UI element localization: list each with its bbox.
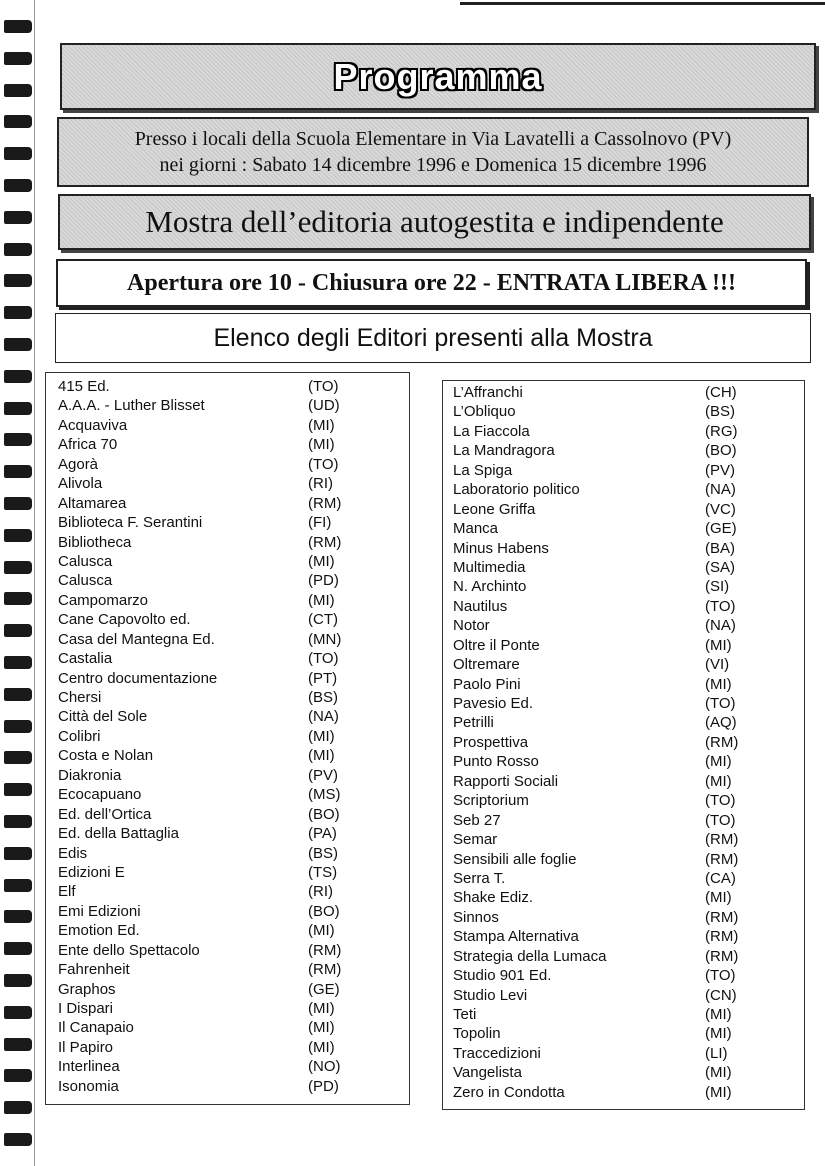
title-banner	[60, 43, 816, 110]
publisher-name: Leone Griffa	[453, 500, 536, 518]
publisher-name: Ed. della Battaglia	[58, 825, 179, 843]
publisher-province: (PV)	[705, 461, 735, 479]
publisher-province: (BS)	[308, 689, 338, 706]
binding-ring	[4, 1069, 32, 1082]
binding-ring	[4, 720, 32, 733]
publisher-name: A.A.A. - Luther Blisset	[58, 397, 205, 415]
publisher-name: La Mandragora	[453, 442, 555, 460]
publisher-province: (CH)	[705, 384, 737, 401]
publisher-name: Calusca	[58, 552, 113, 570]
publisher-row	[443, 461, 804, 480]
publisher-row	[443, 733, 804, 752]
publisher-row	[443, 811, 804, 830]
publisher-row	[443, 500, 804, 519]
binding-ring	[4, 942, 32, 955]
publisher-province: (MI)	[705, 636, 732, 654]
publisher-row	[46, 533, 409, 552]
list-title-box	[55, 313, 811, 363]
publisher-name: Zero in Condotta	[453, 1083, 565, 1101]
publisher-row	[443, 597, 804, 616]
opening-hours: Apertura ore 10 - Chiusura ore 22 - ENTRATA LIBERA !!!	[127, 269, 736, 296]
publisher-name: Fahrenheit	[58, 961, 130, 979]
publisher-name: Edizioni E	[58, 863, 125, 881]
publisher-name: Biblioteca F. Serantini	[58, 514, 203, 532]
publisher-name: Il Papiro	[58, 1038, 114, 1056]
publisher-province: (NA)	[705, 617, 736, 635]
binding-ring	[4, 561, 32, 574]
publisher-row	[443, 655, 804, 674]
exhibition-title: Mostra dell’editoria autogestita e indipendente	[145, 204, 724, 239]
publisher-row	[46, 921, 409, 940]
publisher-name: Interlinea	[58, 1058, 120, 1076]
publisher-row	[443, 675, 804, 694]
publisher-row	[46, 494, 409, 513]
publisher-row	[46, 1038, 409, 1057]
publisher-name: Città del Sole	[58, 708, 148, 726]
publisher-name: I Dispari	[58, 1000, 114, 1017]
top-edge-line	[460, 2, 825, 5]
publisher-province: (FI)	[308, 514, 332, 532]
publisher-name: Bibliotheca	[58, 533, 132, 551]
spiral-binding	[0, 0, 35, 1166]
binding-ring	[4, 115, 32, 128]
publisher-row	[443, 636, 804, 655]
binding-ring	[4, 147, 32, 160]
publisher-row	[443, 1083, 804, 1102]
publisher-name: Ente dello Spettacolo	[58, 941, 200, 959]
publisher-name: La Fiaccola	[453, 422, 530, 440]
publisher-row	[443, 966, 804, 985]
publisher-province: (RI)	[308, 883, 333, 901]
publisher-province: (NA)	[705, 481, 736, 499]
publisher-name: Emi Edizioni	[58, 902, 141, 920]
publisher-name: Isonomia	[58, 1077, 119, 1095]
publisher-name: L’Obliquo	[453, 403, 516, 421]
publisher-row	[46, 455, 409, 474]
publisher-province: (TO)	[308, 378, 339, 395]
binding-ring	[4, 274, 32, 287]
venue-box	[57, 117, 809, 187]
publisher-name: L’Affranchi	[453, 384, 523, 401]
publisher-name: Studio 901 Ed.	[453, 967, 552, 985]
publisher-name: Pavesio Ed.	[453, 695, 534, 712]
publisher-province: (UD)	[308, 397, 340, 415]
publisher-province: (RM)	[705, 850, 739, 868]
binding-ring	[4, 847, 32, 860]
publisher-name: Strategia della Lumaca	[453, 947, 607, 965]
publisher-province: (MI)	[705, 1083, 732, 1101]
publisher-row	[46, 571, 409, 590]
publisher-name: Seb 27	[453, 811, 501, 829]
publisher-province: (MI)	[308, 591, 335, 609]
publisher-name: La Spiga	[453, 461, 513, 479]
publisher-row	[443, 1024, 804, 1043]
binding-ring	[4, 751, 32, 764]
publisher-row	[46, 707, 409, 726]
binding-ring	[4, 402, 32, 415]
publisher-province: (MI)	[308, 922, 335, 940]
publisher-province: (TO)	[705, 811, 736, 829]
publisher-province: (RM)	[308, 961, 342, 979]
publisher-row	[46, 669, 409, 688]
publisher-name: Costa e Nolan	[58, 747, 154, 765]
publisher-province: (RM)	[705, 831, 739, 849]
publisher-row	[46, 688, 409, 707]
publisher-province: (RM)	[705, 908, 739, 926]
publisher-row	[46, 1018, 409, 1037]
publisher-row	[443, 577, 804, 596]
binding-ring	[4, 688, 32, 701]
publisher-row	[46, 552, 409, 571]
publisher-name: Notor	[453, 617, 490, 635]
binding-ring	[4, 338, 32, 351]
publisher-province: (TO)	[705, 597, 736, 615]
binding-ring	[4, 879, 32, 892]
publisher-row	[46, 941, 409, 960]
publisher-province: (MN)	[308, 630, 342, 648]
publisher-province: (RM)	[308, 533, 342, 551]
publisher-province: (RG)	[705, 422, 738, 440]
publisher-row	[443, 1044, 804, 1063]
publisher-row	[443, 694, 804, 713]
binding-ring	[4, 815, 32, 828]
publisher-province: (PD)	[308, 1077, 339, 1095]
list-title: Elenco degli Editori presenti alla Mostra	[213, 323, 653, 352]
publisher-name: Sensibili alle foglie	[453, 850, 577, 868]
publisher-row	[443, 616, 804, 635]
binding-ring	[4, 84, 32, 97]
publisher-province: (BO)	[308, 805, 340, 823]
publisher-province: (MI)	[308, 436, 335, 454]
publisher-name: Manca	[453, 520, 499, 538]
publisher-row	[46, 980, 409, 999]
publisher-province: (CT)	[308, 611, 338, 629]
publisher-row	[443, 539, 804, 558]
publisher-row	[46, 766, 409, 785]
publisher-province: (MI)	[308, 552, 335, 570]
publisher-province: (BO)	[308, 902, 340, 920]
publisher-province: (TO)	[308, 455, 339, 473]
binding-ring	[4, 592, 32, 605]
publisher-row	[46, 999, 409, 1018]
page-title: Programma	[333, 55, 543, 97]
publisher-province: (MI)	[705, 753, 732, 771]
publisher-province: (LI)	[705, 1044, 728, 1062]
publisher-province: (TO)	[705, 967, 736, 985]
publisher-row	[46, 863, 409, 882]
publisher-name: Teti	[453, 1006, 477, 1023]
binding-ring	[4, 529, 32, 542]
publisher-name: Graphos	[58, 980, 116, 998]
publisher-row	[46, 1057, 409, 1076]
publisher-name: Studio Levi	[453, 986, 528, 1004]
binding-ring	[4, 1101, 32, 1114]
publisher-name: Centro documentazione	[58, 669, 218, 687]
publisher-row	[443, 947, 804, 966]
publisher-row	[443, 383, 804, 402]
publisher-row	[443, 422, 804, 441]
publisher-province: (GE)	[705, 520, 737, 538]
publishers-column-right	[442, 380, 805, 1110]
publisher-name: 415 Ed.	[58, 378, 110, 395]
publisher-row	[46, 805, 409, 824]
publisher-province: (TO)	[705, 792, 736, 810]
publisher-province: (MI)	[308, 1019, 335, 1037]
publisher-row	[46, 396, 409, 415]
publisher-row	[46, 630, 409, 649]
publisher-province: (BO)	[705, 442, 737, 460]
publisher-row	[46, 1077, 409, 1096]
publisher-province: (CN)	[705, 986, 737, 1004]
binding-ring	[4, 910, 32, 923]
publisher-province: (PD)	[308, 572, 339, 590]
publisher-province: (RI)	[308, 475, 333, 493]
publisher-name: Emotion Ed.	[58, 922, 140, 940]
publisher-name: Multimedia	[453, 558, 526, 576]
publisher-row	[443, 986, 804, 1005]
publisher-name: Ed. dell’Ortica	[58, 805, 152, 823]
publisher-row	[443, 713, 804, 732]
publisher-province: (NA)	[308, 708, 339, 726]
publisher-province: (PA)	[308, 825, 337, 843]
publisher-name: Oltre il Ponte	[453, 636, 540, 654]
publisher-name: Scriptorium	[453, 792, 529, 810]
publisher-row	[46, 377, 409, 396]
venue-line-2: nei giorni : Sabato 14 dicembre 1996 e Domenica 15 dicembre 1996	[159, 154, 707, 176]
publisher-row	[46, 474, 409, 493]
publisher-province: (AQ)	[705, 714, 737, 732]
publisher-province: (MI)	[308, 727, 335, 745]
publisher-name: Shake Ediz.	[453, 889, 534, 907]
publisher-province: (CA)	[705, 869, 736, 887]
publisher-row	[443, 927, 804, 946]
publisher-name: Oltremare	[453, 656, 520, 674]
publisher-province: (MI)	[308, 747, 335, 765]
publisher-row	[443, 908, 804, 927]
publisher-province: (PV)	[308, 766, 338, 784]
publisher-name: Colibri	[58, 727, 101, 745]
publisher-province: (PT)	[308, 669, 338, 687]
publisher-name: Semar	[453, 831, 498, 849]
publisher-name: Ecocapuano	[58, 786, 142, 804]
publisher-province: (NO)	[308, 1058, 341, 1076]
publishers-column-left	[45, 372, 410, 1105]
publisher-province: (MI)	[308, 1000, 335, 1017]
publisher-name: Il Canapaio	[58, 1019, 134, 1037]
publisher-name: Petrilli	[453, 714, 494, 732]
publisher-name: Minus Habens	[453, 539, 549, 557]
publisher-province: (RM)	[705, 928, 739, 946]
publisher-row	[46, 435, 409, 454]
publisher-row	[46, 824, 409, 843]
publisher-name: Laboratorio politico	[453, 481, 580, 499]
binding-ring	[4, 243, 32, 256]
venue-line-1: Presso i locali della Scuola Elementare in Via Lavatelli a Cassolnovo (PV)	[134, 128, 732, 150]
publisher-name: Castalia	[58, 650, 113, 668]
publisher-row	[46, 727, 409, 746]
publisher-row	[443, 830, 804, 849]
publisher-name: Vangelista	[453, 1064, 522, 1082]
publisher-province: (MI)	[705, 889, 732, 907]
exhibition-banner	[58, 194, 811, 250]
publisher-row	[443, 791, 804, 810]
publisher-row	[443, 519, 804, 538]
binding-ring	[4, 179, 32, 192]
publisher-province: (BA)	[705, 539, 735, 557]
publisher-name: Traccedizioni	[453, 1044, 541, 1062]
publisher-province: (BS)	[705, 403, 735, 421]
publisher-province: (RM)	[705, 947, 739, 965]
publisher-row	[46, 844, 409, 863]
publisher-province: (SI)	[705, 578, 730, 596]
publisher-province: (RM)	[705, 733, 739, 751]
publisher-row	[443, 850, 804, 869]
publisher-name: Altamarea	[58, 494, 127, 512]
publisher-name: Edis	[58, 844, 88, 862]
publisher-province: (MS)	[308, 786, 341, 804]
publisher-row	[46, 960, 409, 979]
publisher-name: Cane Capovolto ed.	[58, 611, 191, 629]
publisher-row	[443, 888, 804, 907]
publisher-row	[46, 416, 409, 435]
publisher-name: Alivola	[58, 475, 103, 493]
publisher-name: Serra T.	[453, 869, 506, 887]
publisher-row	[443, 869, 804, 888]
publisher-province: (BS)	[308, 844, 338, 862]
publisher-province: (RM)	[308, 494, 342, 512]
publisher-row	[443, 1005, 804, 1024]
binding-ring	[4, 211, 32, 224]
publisher-name: Africa 70	[58, 436, 118, 454]
binding-ring	[4, 783, 32, 796]
publisher-row	[46, 610, 409, 629]
publisher-province: (MI)	[705, 1025, 732, 1043]
publisher-province: (VC)	[705, 500, 736, 518]
publisher-row	[46, 746, 409, 765]
publisher-province: (SA)	[705, 558, 735, 576]
publisher-province: (MI)	[705, 772, 732, 790]
publisher-name: Casa del Mantegna Ed.	[58, 630, 215, 648]
binding-ring	[4, 433, 32, 446]
publisher-name: Stampa Alternativa	[453, 928, 579, 946]
publisher-province: (VI)	[705, 656, 730, 674]
publisher-name: Campomarzo	[58, 591, 149, 609]
publisher-name: Chersi	[58, 689, 102, 706]
binding-ring	[4, 52, 32, 65]
publisher-province: (GE)	[308, 980, 340, 998]
publisher-name: Prospettiva	[453, 733, 529, 751]
publisher-province: (TS)	[308, 863, 338, 881]
publisher-province: (MI)	[705, 1064, 732, 1082]
publisher-row	[46, 649, 409, 668]
publisher-row	[46, 902, 409, 921]
publisher-name: Punto Rosso	[453, 753, 539, 771]
publisher-row	[443, 441, 804, 460]
publisher-row	[443, 480, 804, 499]
publisher-row	[46, 882, 409, 901]
publisher-row	[443, 402, 804, 421]
publisher-name: Agorà	[58, 455, 99, 473]
publisher-province: (TO)	[705, 695, 736, 712]
binding-ring	[4, 1133, 32, 1146]
publisher-name: Diakronia	[58, 766, 122, 784]
publisher-name: Paolo Pini	[453, 675, 521, 693]
binding-ring	[4, 306, 32, 319]
publisher-province: (TO)	[308, 650, 339, 668]
publisher-row	[46, 513, 409, 532]
publisher-province: (MI)	[705, 1006, 732, 1023]
publisher-province: (MI)	[308, 416, 335, 434]
publisher-row	[46, 785, 409, 804]
publisher-row	[46, 591, 409, 610]
publisher-province: (MI)	[705, 675, 732, 693]
publisher-row	[443, 752, 804, 771]
binding-ring	[4, 1006, 32, 1019]
binding-ring	[4, 1038, 32, 1051]
publisher-name: Topolin	[453, 1025, 501, 1043]
binding-ring	[4, 370, 32, 383]
binding-ring	[4, 497, 32, 510]
hours-banner	[56, 259, 807, 307]
publisher-province: (RM)	[308, 941, 342, 959]
publisher-row	[443, 558, 804, 577]
publisher-name: N. Archinto	[453, 578, 527, 596]
publisher-name: Nautilus	[453, 597, 508, 615]
publisher-name: Elf	[58, 883, 76, 901]
binding-ring	[4, 974, 32, 987]
publisher-province: (MI)	[308, 1038, 335, 1056]
publisher-name: Sinnos	[453, 908, 499, 926]
binding-ring	[4, 465, 32, 478]
publisher-name: Calusca	[58, 572, 113, 590]
binding-ring	[4, 656, 32, 669]
binding-ring	[4, 20, 32, 33]
publisher-row	[443, 772, 804, 791]
publisher-row	[443, 1063, 804, 1082]
publisher-name: Rapporti Sociali	[453, 772, 559, 790]
publisher-name: Acquaviva	[58, 416, 128, 434]
binding-ring	[4, 624, 32, 637]
